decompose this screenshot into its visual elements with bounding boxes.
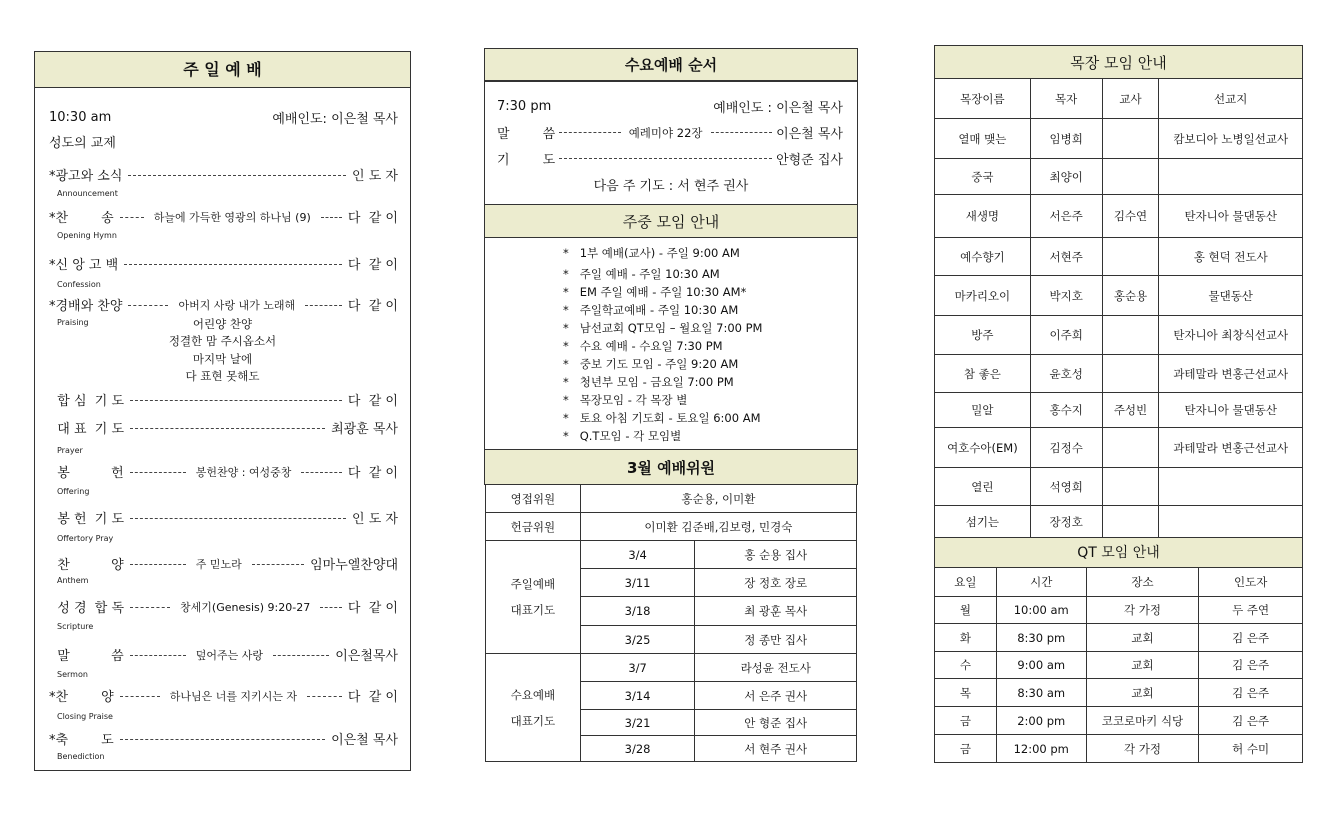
order-label: 찬 양 [49,558,124,573]
offering-names: 이미환 김준배,김보령, 민경숙 [580,513,856,541]
column-header: 장소 [1086,568,1199,597]
table-cell: 금 [935,735,997,763]
praise-song: 정결한 맘 주시옵소서 [168,334,277,348]
order-english: Confession [57,280,101,289]
order-label: 봉 헌 기 도 [49,512,125,527]
order-english: Scripture [57,622,94,631]
table-cell: 새생명 [935,195,1031,238]
table-cell: 참 좋은 [935,355,1031,393]
order-performer: 임마누엘찬양대 [310,558,398,573]
table-cell: 김수연 [1102,195,1159,238]
order-label: 봉 헌 [49,466,124,481]
table-cell: 김 은주 [1199,679,1303,707]
table-cell: 물댄동산 [1159,276,1303,316]
order-performer: 다 같 이 [347,690,398,705]
table-cell [1102,316,1159,355]
order-label: *찬 양 [49,690,114,705]
table-cell [1102,159,1159,195]
offering-label: 헌금위원 [486,513,581,541]
table-cell: 탄자니아 물댄동산 [1159,393,1303,428]
table-cell: 12:00 pm [996,735,1086,763]
table-cell: 월 [935,597,997,624]
table-cell: 9:00 am [996,652,1086,679]
table-cell: 각 가정 [1086,597,1199,624]
order-english: Announcement [57,189,118,198]
march-title: 3월 예배위원 [485,449,857,485]
weekly-title: 주중 모임 안내 [485,204,857,238]
person-cell: 서 현주 권사 [695,736,857,762]
table-cell [1159,159,1303,195]
table-cell: 탄자니아 최창식선교사 [1159,316,1303,355]
table-row [935,119,1303,159]
person-cell: 홍 순용 집사 [695,541,857,569]
table-cell: 두 주연 [1199,597,1303,624]
weekly-item: * Q.T모임 - 각 모임별 [563,429,682,443]
table-cell: 교회 [1086,624,1199,652]
table-cell: 8:30 am [996,679,1086,707]
table-cell: 석영희 [1030,468,1102,506]
person-cell: 라성윤 전도사 [695,654,857,682]
sunday-time: 10:30 am [49,110,112,125]
table-row [935,735,1303,763]
table-cell: 서은주 [1030,195,1102,238]
qt-title: QT 모임 안내 [934,538,1303,568]
table-cell: 이주희 [1030,316,1102,355]
date-cell: 3/18 [580,597,695,626]
person-cell: 정 종만 집사 [695,626,857,654]
table-cell: 과테말라 변홍근선교사 [1159,428,1303,468]
order-performer: 이은철 목사 [331,733,398,748]
table-row [935,624,1303,652]
order-detail: 봉헌찬양 : 여성중창 [192,464,296,480]
order-item [49,729,398,748]
table-cell: 교회 [1086,652,1199,679]
weekly-item: * 토요 아침 기도회 - 토요일 6:00 AM [563,411,761,425]
table-row [935,652,1303,679]
table-cell: 열매 맺는 [935,119,1031,159]
table-cell: 8:30 pm [996,624,1086,652]
person-cell: 서 은주 권사 [695,682,857,710]
praise-song: 마지막 날에 [192,352,253,366]
table-cell: 여호수아(EM) [935,428,1031,468]
table-cell [1102,355,1159,393]
order-detail: 창세기(Genesis) 9:20-27 [176,599,314,615]
table-cell: 김 은주 [1199,624,1303,652]
group-label-line: 수요예배 [510,687,556,702]
person-cell: 최 광훈 목사 [695,597,857,626]
order-label: *신 앙 고 백 [49,258,119,273]
mokjang-section [934,45,1303,763]
person-cell: 안 형준 집사 [695,710,857,736]
table-cell: 각 가정 [1086,735,1199,763]
weekly-item: * 1부 예배(교사) - 주일 9:00 AM [563,246,740,260]
order-english: Anthem [57,576,89,585]
table-cell: 장정호 [1030,506,1102,538]
column-header: 목장이름 [935,79,1031,119]
table-cell: 밀알 [935,393,1031,428]
order-performer: 인 도 자 [352,169,398,184]
table-cell: 서현주 [1030,238,1102,276]
order-performer: 다 같 이 [347,394,398,409]
sermon-text: 예레미야 22장 [628,125,703,140]
order-performer: 다 같 이 [347,211,398,226]
date-cell: 3/14 [580,682,695,710]
order-detail: 아버지 사랑 내가 노래해 [174,297,299,313]
order-english: Offertory Pray [57,534,114,543]
table-cell: 캄보디아 노병일선교사 [1159,119,1303,159]
date-cell: 3/28 [580,736,695,762]
table-row [935,428,1303,468]
table-cell: 교회 [1086,679,1199,707]
order-detail: 덮어주는 사랑 [192,647,267,663]
table-cell: 예수향기 [935,238,1031,276]
order-performer: 인 도 자 [352,512,398,527]
table-cell: 최양이 [1030,159,1102,195]
wednesday-panel [484,48,858,485]
order-performer: 다 같 이 [347,601,398,616]
table-cell [1102,428,1159,468]
order-performer: 다 같 이 [347,299,398,314]
sunday-title: 주 일 예 배 [35,52,410,88]
column-header: 요일 [935,568,997,597]
table-cell: 목 [935,679,997,707]
table-cell: 금 [935,707,997,735]
order-item [49,686,398,705]
table-cell: 홍수지 [1030,393,1102,428]
order-performer: 다 같 이 [347,466,398,481]
table-row [935,468,1303,506]
next-week-prayer: 다음 주 기도 : 서 현주 권사 [593,179,749,194]
weekly-item: * 주일 예배 - 주일 10:30 AM [563,267,720,281]
order-item [49,554,398,573]
wednesday-leader: 예배인도 : 이은철 목사 [713,101,843,116]
table-cell [1159,468,1303,506]
weekly-item: * 남선교회 QT모임 – 월요일 7:00 PM [563,321,763,335]
weekly-item: * 목장모임 - 각 목장 별 [563,393,688,407]
order-english: Offering [57,487,90,496]
table-row [935,195,1303,238]
table-row [935,276,1303,316]
table-cell: 섬기는 [935,506,1031,538]
table-cell [1102,238,1159,276]
prayer-leader: 안형준 집사 [776,153,843,168]
table-row [935,679,1303,707]
mokjang-title: 목장 모임 안내 [934,45,1303,79]
column-header: 선교지 [1159,79,1303,119]
order-label: 말 씀 [49,649,124,664]
order-english: Praising [57,318,89,327]
order-item [49,418,398,437]
table-cell: 과테말라 변홍근선교사 [1159,355,1303,393]
table-cell: 열린 [935,468,1031,506]
wednesday-time: 7:30 pm [497,99,552,114]
wednesday-title: 수요예배 순서 [485,49,857,82]
table-cell: 윤호성 [1030,355,1102,393]
order-label: 합 심 기 도 [49,394,125,409]
order-label: *광고와 소식 [49,169,123,184]
person-cell: 장 정호 장로 [695,569,857,597]
weekly-item: * EM 주일 예배 - 주일 10:30 AM* [563,285,747,299]
order-english: Opening Hymn [57,231,117,240]
table-cell: 박지호 [1030,276,1102,316]
order-item [49,508,398,527]
table-cell: 허 수미 [1199,735,1303,763]
order-detail: 하나님은 너를 지키시는 자 [166,688,301,704]
group-label-line: 대표기도 [510,713,556,728]
table-cell [1102,506,1159,538]
table-row [935,355,1303,393]
column-header: 시간 [996,568,1086,597]
sunday-time-row [49,108,398,127]
order-item [49,645,398,664]
praise-song: 어린양 찬양 [192,317,253,331]
order-item [49,165,398,184]
table-row [935,393,1303,428]
date-cell: 3/7 [580,654,695,682]
wednesday-sermon-row [497,123,843,142]
table-cell: 홍 현덕 전도사 [1159,238,1303,276]
order-label: 성 경 합 독 [49,601,125,616]
order-label: *찬 송 [49,211,114,226]
table-row [935,238,1303,276]
table-cell: 김 은주 [1199,652,1303,679]
table-row [935,316,1303,355]
column-header: 인도자 [1199,568,1303,597]
table-row [935,506,1303,538]
order-performer: 다 같 이 [347,258,398,273]
table-cell: 수 [935,652,997,679]
fellowship-row [49,132,398,151]
order-label: *경배와 찬양 [49,299,123,314]
order-english: Sermon [57,670,88,679]
sunday-prayer-group [486,541,581,654]
weekly-item: * 중보 기도 모임 - 주일 9:20 AM [563,357,739,371]
sermon-preacher: 이은철 목사 [776,127,843,142]
table-cell: 화 [935,624,997,652]
table-row [935,159,1303,195]
order-item [49,254,398,273]
column-header: 목자 [1030,79,1102,119]
prayer-label: 기 도 [497,153,556,168]
praise-song: 다 표현 못해도 [185,369,260,383]
table-cell [1159,506,1303,538]
table-cell: 2:00 pm [996,707,1086,735]
greeters-label: 영접위원 [486,485,581,513]
order-performer: 이은철목사 [335,649,398,664]
order-item [49,597,398,616]
order-label: 대 표 기 도 [49,422,125,437]
table-cell: 주성빈 [1102,393,1159,428]
table-cell [1102,119,1159,159]
order-detail: 하늘에 가득한 영광의 하나님 (9) [150,209,315,225]
table-cell: 마카리오이 [935,276,1031,316]
table-cell [1102,468,1159,506]
table-cell: 김정수 [1030,428,1102,468]
order-item [49,390,398,409]
wednesday-prayer-group [486,654,581,762]
order-detail: 주 믿노라 [192,556,246,572]
table-row [935,707,1303,735]
order-performer: 최광훈 목사 [331,422,398,437]
sermon-label: 말 씀 [497,127,556,142]
march-table [485,484,857,762]
table-cell: 중국 [935,159,1031,195]
weekly-item: * 주일학교예배 - 주일 10:30 AM [563,303,739,317]
fellowship-label: 성도의 교제 [49,136,116,151]
sunday-leader: 예배인도: 이은철 목사 [272,112,398,127]
table-cell: 코코로마키 식당 [1086,707,1199,735]
table-cell: 임병희 [1030,119,1102,159]
table-cell: 탄자니아 물댄동산 [1159,195,1303,238]
order-item [49,462,398,481]
table-cell: 김 은주 [1199,707,1303,735]
table-cell: 홍순용 [1102,276,1159,316]
greeters-names: 홍순용, 이미환 [580,485,856,513]
date-cell: 3/21 [580,710,695,736]
date-cell: 3/4 [580,541,695,569]
order-english: Benediction [57,752,105,761]
date-cell: 3/25 [580,626,695,654]
table-cell: 10:00 am [996,597,1086,624]
order-item [49,207,398,226]
group-label-line: 대표기도 [510,603,556,617]
order-english: Closing Praise [57,712,113,721]
weekly-item: * 청년부 모임 - 금요일 7:00 PM [563,375,734,389]
column-header: 교사 [1102,79,1159,119]
table-row [935,597,1303,624]
order-english: Prayer [57,446,83,455]
wednesday-time-row [497,97,843,116]
sunday-worship-panel [34,51,411,771]
wednesday-prayer-row [497,149,843,168]
table-cell: 방주 [935,316,1031,355]
weekly-item: * 수요 예배 - 수요일 7:30 PM [563,339,723,353]
date-cell: 3/11 [580,569,695,597]
group-label-line: 주일예배 [510,577,556,591]
order-item [49,295,398,314]
order-label: *축 도 [49,733,114,748]
